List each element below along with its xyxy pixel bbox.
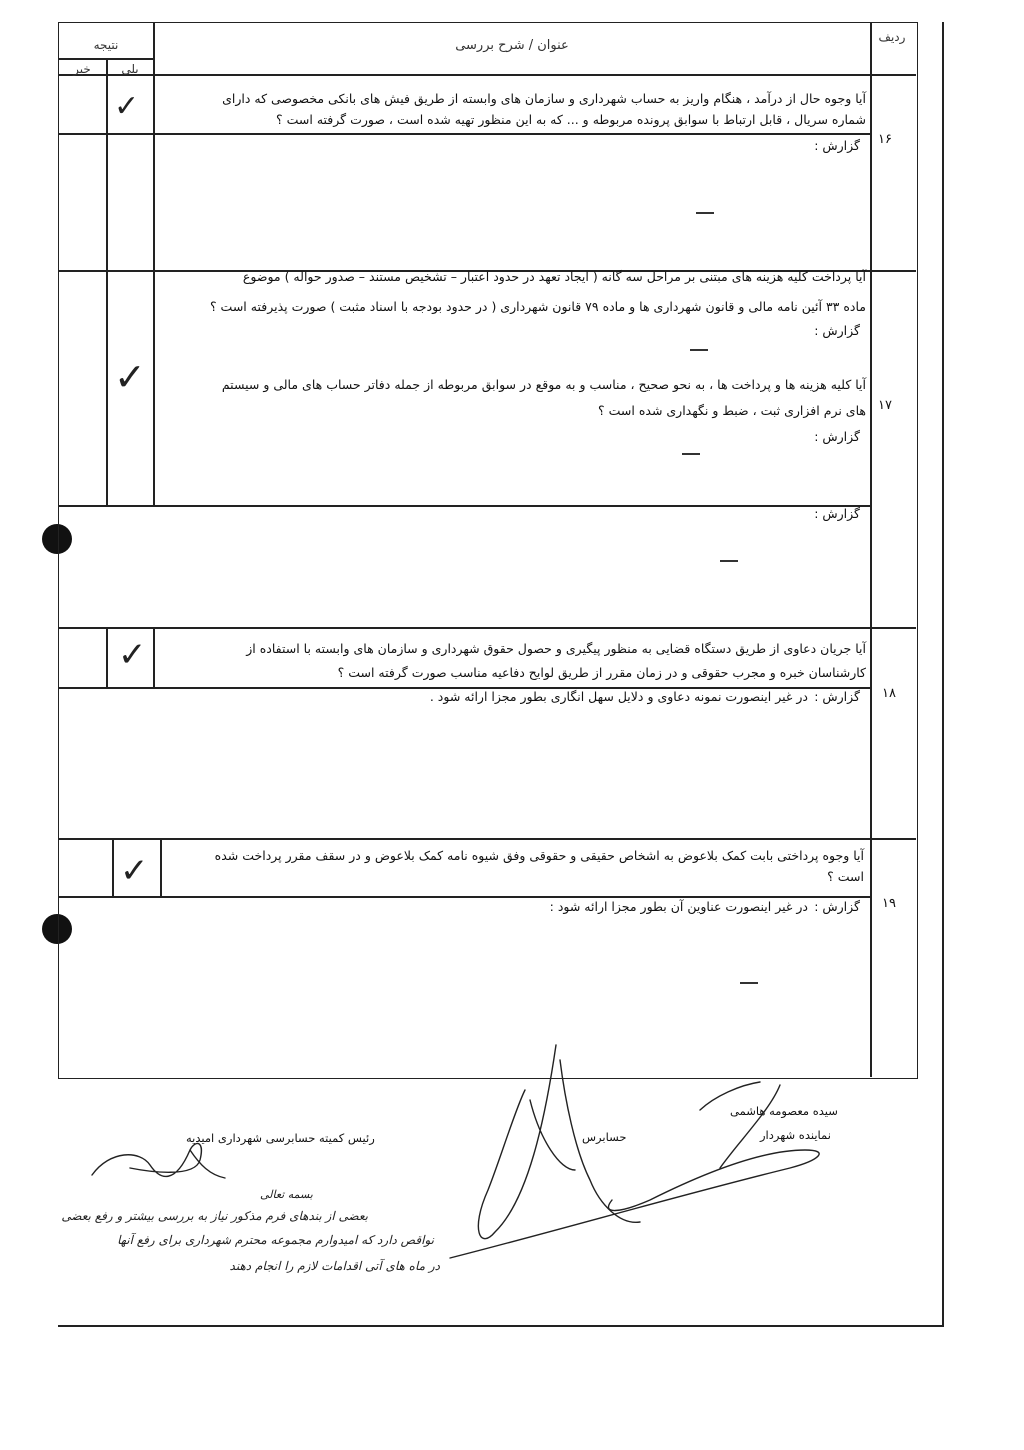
committee-head-signature bbox=[92, 1143, 225, 1178]
row-number-19: ۱۹ bbox=[882, 896, 896, 911]
row-17-question-a-line-1: آیا پرداخت کلیه هزینه های مبتنی بر مراحل سه گانه ( ایجاد تعهد در حدود اعتبار – تشخیص مستند – صدور حواله ) موضوع bbox=[242, 269, 866, 284]
row-number-18: ۱۸ bbox=[882, 686, 896, 701]
row-number-16: ۱۶ bbox=[878, 132, 892, 147]
row-number-17: ۱۷ bbox=[878, 398, 892, 413]
row-16-question-line-2: شماره سریال ، قابل ارتباط با سوابق پرونده مربوطه و ... که به این منظور تهیه شده است ، صورت گرفته است ؟ bbox=[276, 112, 866, 127]
header-title-label: عنوان / شرح بررسی bbox=[455, 38, 569, 53]
handwritten-note-line-1: بعضی از بندهای فرم مذکور نیاز به بررسی بیشتر و رفع بعضی bbox=[61, 1209, 368, 1223]
row-17-yes-check-icon: ✓ bbox=[114, 355, 146, 399]
row-17-report-label-a: گزارش : bbox=[814, 323, 860, 338]
row-18-yes-check-icon: ✓ bbox=[118, 635, 147, 675]
row-16-question-line-1: آیا وجوه حال از درآمد ، هنگام واریز به حساب شهرداری و سازمان های وابسته از طریق فیش های بانکی مخصوصی که دارای bbox=[222, 91, 866, 106]
row-16-yes-check-icon: ✓ bbox=[114, 89, 140, 124]
row-17-report-label-b: گزارش : bbox=[814, 429, 860, 444]
row-18-question-line-2: کارشناسان خبره و مجرب حقوقی و در زمان مقرر از طریق لوایح دفاعیه مناسب صورت گرفته است ؟ bbox=[337, 665, 866, 680]
header-yes-label: بلی bbox=[121, 62, 139, 76]
row-17-question-b-line-2: های نرم افزاری ثبت ، ضبط و نگهداری شده است ؟ bbox=[598, 403, 866, 418]
row-17-question-b-line-1: آیا کلیه هزینه ها و پرداخت ها ، به نحو صحیح ، مناسب و به موقع در سوابق مربوطه از جمله دفاتر حساب های مالی و سیستم bbox=[221, 377, 866, 392]
representative-title: نماینده شهردار bbox=[760, 1128, 831, 1142]
row-19-yes-check-icon: ✓ bbox=[120, 851, 149, 891]
row-16-report-label: گزارش : bbox=[814, 138, 860, 153]
handwritten-note-line-2: نواقص دارد که امیدوارم مجموعه محترم شهرداری برای رفع آنها bbox=[117, 1233, 434, 1247]
row-19-question-line-2: است ؟ bbox=[827, 869, 864, 884]
row-18-question-line-1: آیا جریان دعاوی از طریق دستگاه قضایی به منظور پیگیری و حصول حقوق شهرداری و سازمان های وابسته با استفاده از bbox=[246, 641, 866, 656]
representative-signature bbox=[450, 1082, 819, 1258]
row-19-report-label: گزارش : bbox=[814, 899, 860, 914]
handwritten-note-heading: بسمه تعالی bbox=[260, 1188, 313, 1201]
auditor-signature bbox=[478, 1045, 640, 1239]
handwritten-note-line-3: در ماه های آتی اقدامات لازم را انجام دهند bbox=[229, 1259, 440, 1273]
auditor-title: حسابرس bbox=[582, 1130, 627, 1144]
committee-head: رئیس کمیته حسابرسی شهرداری امیدیه bbox=[186, 1131, 375, 1145]
row-18-report-text: در غیر اینصورت نمونه دعاوی و دلایل سهل انگاری بطور مجزا ارائه شود . bbox=[429, 689, 808, 704]
row-17-report-label-c: گزارش : bbox=[814, 506, 860, 521]
row-18-report-label: گزارش : bbox=[814, 689, 860, 704]
row-17-question-a-line-2: ماده ۳۳ آئین نامه مالی و قانون شهرداری ها و ماده ۷۹ قانون شهرداری ( در حدود بودجه با اسناد مثبت ) صورت پذیرفته است ؟ bbox=[209, 299, 866, 314]
row-19-question-line-1: آیا وجوه پرداختی بابت کمک بلاعوض به اشخاص حقیقی و حقوقی وفق شیوه نامه کمک بلاعوض و در سقف مقرر پرداخت شده bbox=[214, 848, 864, 863]
row-19-report-text: در غیر اینصورت عناوین آن بطور مجزا ارائه شود : bbox=[549, 899, 808, 914]
header-row-label: ردیف bbox=[878, 30, 906, 44]
representative-name: سیده معصومه هاشمی bbox=[730, 1104, 838, 1118]
header-result-label: نتیجه bbox=[93, 38, 119, 52]
header-no-label: خیر bbox=[73, 62, 91, 76]
